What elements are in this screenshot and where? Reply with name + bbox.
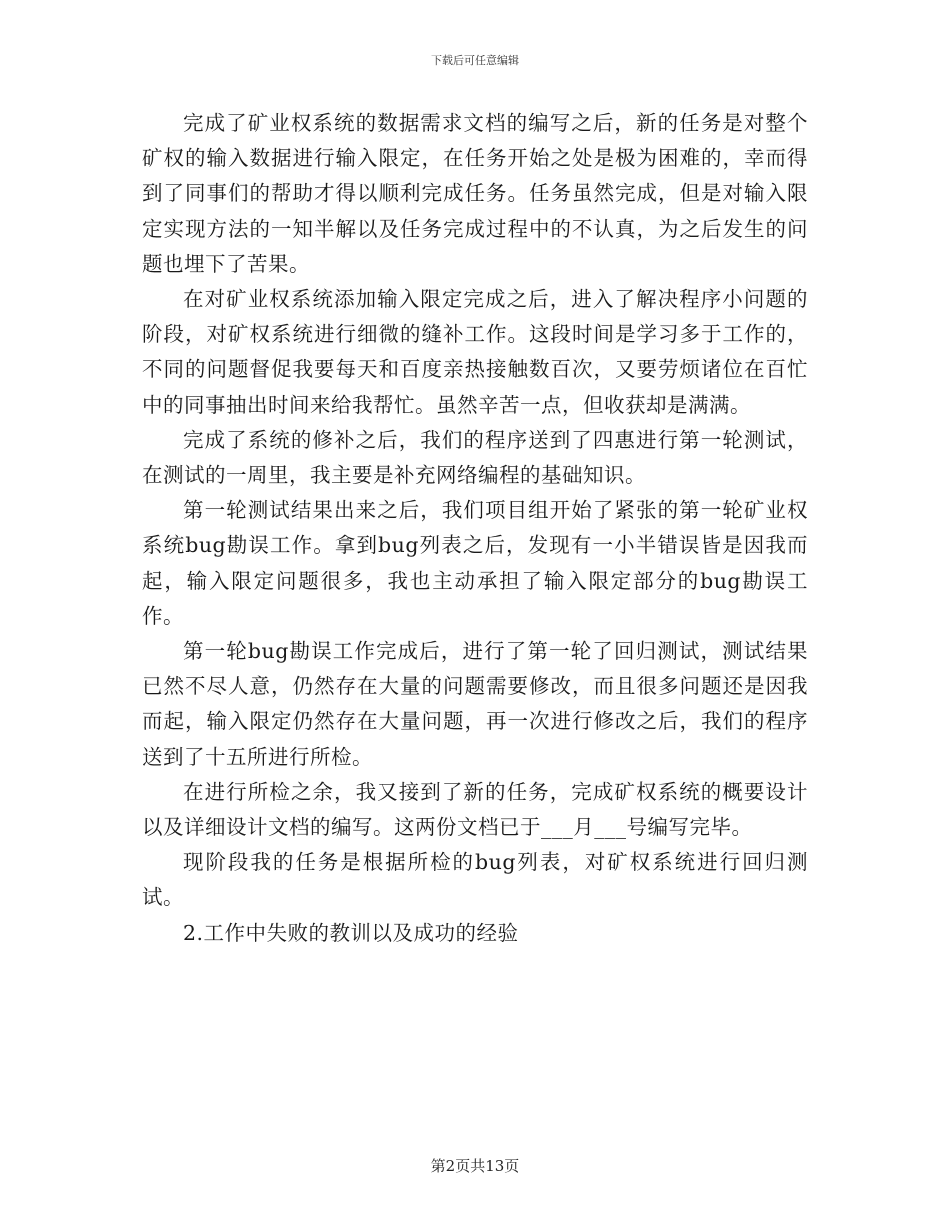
paragraph: 现阶段我的任务是根据所检的bug列表，对矿权系统进行回归测试。 [142,850,808,910]
paragraph: 第一轮测试结果出来之后，我们项目组开始了紧张的第一轮矿业权系统bug勘误工作。拿到bug列表之后，发现有一小半错误皆是因我而起，输入限定问题很多，我也主动承担了输入限定部分的bug勘误工作。 [142,498,808,628]
paragraph: 在对矿业权系统添加输入限定完成之后，进入了解决程序小问题的阶段，对矿权系统进行细微的缝补工作。这段时间是学习多于工作的，不同的问题督促我要每天和百度亲热接触数百次，又要劳烦诸位在百忙中的同事抽出时间来给我帮忙。虽然辛苦一点，但收获却是满满。 [142,287,808,417]
paragraph: 完成了系统的修补之后，我们的程序送到了四惠进行第一轮测试，在测试的一周里，我主要是补充网络编程的基础知识。 [142,427,808,488]
page-number: 第2页共13页 [430,1157,520,1175]
document-body [142,106,808,951]
paragraph: 在进行所检之余，我又接到了新的任务，完成矿权系统的概要设计以及详细设计文档的编写。这两份文档已于___月___号编写完毕。 [142,779,808,840]
paragraph: 完成了矿业权系统的数据需求文档的编写之后，新的任务是对整个矿权的输入数据进行输入限定，在任务开始之处是极为困难的，幸而得到了同事们的帮助才得以顺利完成任务。任务虽然完成，但是对输入限定实现方法的一知半解以及任务完成过程中的不认真，为之后发生的问题也埋下了苦果。 [142,111,808,276]
paragraph: 第一轮bug勘误工作完成后，进行了第一轮了回归测试，测试结果已然不尽人意，仍然存在大量的问题需要修改，而且很多问题还是因我而起，输入限定仍然存在大量问题，再一次进行修改之后，我们的程序送到了十五所进行所检。 [142,639,808,769]
section-heading: 2.工作中失败的教训以及成功的经验 [183,920,519,945]
page-header: 下载后可任意编辑 [431,54,519,67]
